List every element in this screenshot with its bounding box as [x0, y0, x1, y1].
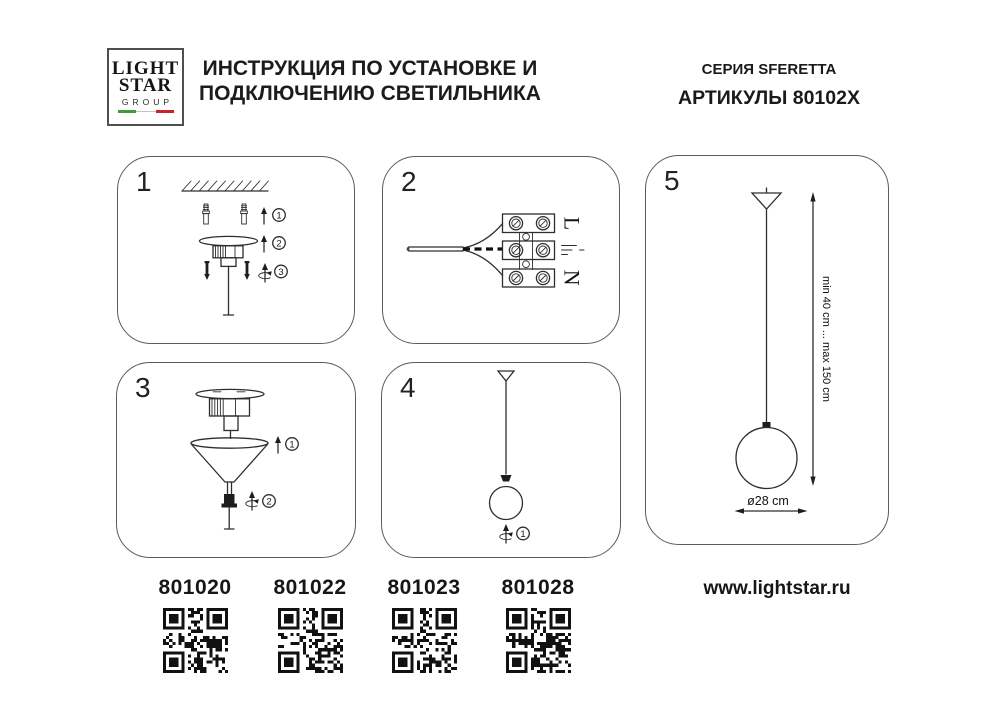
dimensions-diagram [646, 156, 890, 546]
step-panel-3 [116, 362, 356, 558]
wall-anchor-icon [241, 204, 248, 224]
height-range-label: min 40 cm ... max 150 cm [820, 276, 832, 402]
step-3-marker [259, 263, 288, 282]
flag-green-segment [118, 110, 136, 113]
terminal-screw-icon [536, 271, 549, 284]
shade-assembly-diagram [117, 363, 357, 559]
panel-number: 4 [400, 372, 416, 403]
step-1-marker [275, 436, 298, 453]
flag-red-segment [156, 110, 174, 113]
step-panel-4 [381, 362, 621, 558]
cone-shade [191, 438, 268, 494]
flag-white-segment [136, 111, 156, 112]
panel-number: 1 [136, 166, 152, 197]
wiring-diagram [383, 157, 621, 345]
power-cable [408, 224, 503, 276]
title-line-1: ИНСТРУКЦИЯ ПО УСТАНОВКЕ И [202, 57, 538, 80]
panel-number: 2 [401, 166, 417, 197]
terminal-screw-icon [509, 217, 522, 230]
qr-code [278, 608, 343, 673]
step-1-marker [261, 207, 285, 224]
screw-icon [244, 261, 250, 280]
terminal-block [503, 214, 555, 287]
up-arrow-icon [275, 436, 281, 453]
vertical-dimension-arrow [810, 192, 832, 486]
rotate-arrow-icon [246, 491, 259, 510]
series-name: СЕРИЯ SFERETTA [701, 61, 837, 78]
panel-number: 3 [135, 372, 151, 403]
series-block [653, 61, 885, 110]
screw-icon [204, 261, 210, 280]
pendant-wire [498, 371, 514, 482]
canopy-bracket [196, 389, 264, 438]
svg-text:2: 2 [266, 496, 272, 508]
page-title [172, 56, 568, 106]
svg-text:1: 1 [276, 210, 282, 222]
article-number: 801022 [273, 576, 347, 599]
step-2-marker [246, 491, 276, 510]
italian-flag-stripe [118, 110, 174, 113]
svg-text:1: 1 [289, 439, 295, 451]
pendant-lamp [736, 188, 797, 489]
lock-nut [222, 494, 238, 529]
rotate-arrow-icon [259, 263, 272, 282]
qr-code [392, 608, 457, 673]
website-url: www.lightstar.ru [703, 578, 851, 599]
live-terminal-label: L [559, 216, 585, 231]
qr-code [506, 608, 571, 673]
diameter-label: ø28 cm [747, 494, 789, 508]
neutral-terminal-label: N [559, 269, 585, 286]
up-arrow-icon [261, 235, 267, 252]
panel-number: 5 [664, 165, 680, 196]
logo-word-group: GROUP [121, 97, 174, 107]
article-number: 801028 [501, 576, 575, 599]
dimensions-panel [645, 155, 889, 545]
rotate-arrow-icon [500, 524, 513, 543]
glass-sphere [490, 487, 523, 520]
earth-ground-icon [562, 246, 585, 255]
svg-text:1: 1 [520, 529, 526, 541]
article-item [260, 576, 360, 678]
article-item [374, 576, 474, 678]
logo-word-light: LIGHT [111, 58, 180, 79]
terminal-screw-icon [536, 217, 549, 230]
series-articles: АРТИКУЛЫ 80102X [678, 87, 860, 109]
svg-text:3: 3 [278, 267, 284, 279]
terminal-screw-icon [509, 244, 522, 257]
step-panel-2 [382, 156, 620, 344]
step-panel-1 [117, 156, 355, 344]
step-1-marker [500, 524, 530, 543]
terminal-screw-icon [509, 271, 522, 284]
ceiling-mount-diagram [118, 157, 356, 345]
wall-anchor-icon [203, 204, 210, 224]
title-line-2: ПОДКЛЮЧЕНИЮ СВЕТИЛЬНИКА [199, 82, 541, 105]
qr-code [163, 608, 228, 673]
terminal-screw-icon [536, 244, 549, 257]
logo-word-star: STAR [118, 74, 173, 96]
glass-sphere [736, 428, 797, 489]
sphere-mounting-diagram [382, 363, 622, 559]
horizontal-dimension-arrow [735, 494, 808, 514]
article-number: 801023 [387, 576, 461, 599]
svg-text:2: 2 [276, 238, 282, 250]
up-arrow-icon [261, 207, 267, 224]
article-item [145, 576, 245, 678]
ceiling-hatch [182, 181, 268, 191]
step-2-marker [261, 235, 285, 252]
article-number: 801020 [158, 576, 232, 599]
article-item [488, 576, 588, 678]
